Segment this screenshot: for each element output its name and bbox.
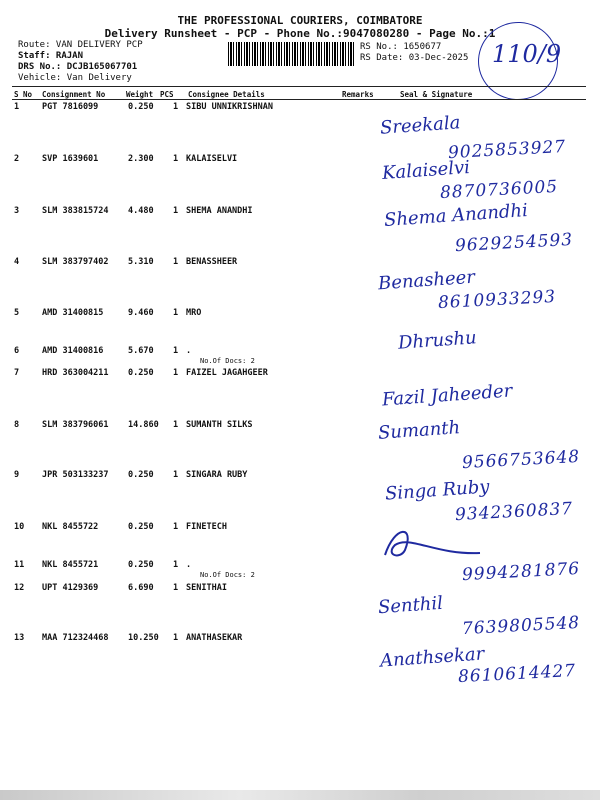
row-consignee: SUMANTH SILKS <box>186 420 253 430</box>
row-weight: 0.250 <box>128 368 154 378</box>
row-consignee: FAIZEL JAGAHGEER <box>186 368 268 378</box>
row-sno: 13 <box>14 633 25 643</box>
row-pcs: 1 <box>173 560 179 570</box>
header-divider-bottom <box>12 99 586 100</box>
row-pcs: 1 <box>173 470 179 480</box>
row-sno: 8 <box>14 420 20 430</box>
row-weight: 0.250 <box>128 102 154 112</box>
row-weight: 0.250 <box>128 560 154 570</box>
rs-date: RS Date: 03-Dec-2025 <box>360 53 469 63</box>
row-weight: 0.250 <box>128 522 154 532</box>
row-weight: 5.310 <box>128 257 154 267</box>
row-pcs: 1 <box>173 633 179 643</box>
row-sno: 9 <box>14 470 20 480</box>
handwritten-phone: 9342360837 <box>454 498 574 526</box>
signature-scribble <box>375 525 485 565</box>
col-remarks: Remarks <box>342 90 374 99</box>
row-consignee: . <box>186 346 192 356</box>
handwritten-signature: Dhrushu <box>397 327 478 354</box>
drs-number: DRS No.: DCJB165067701 <box>18 62 138 72</box>
row-consignment-no: NKL 8455721 <box>42 560 99 570</box>
handwritten-signature: Senthil <box>377 592 444 619</box>
row-pcs: 1 <box>173 102 179 112</box>
row-weight: 2.300 <box>128 154 154 164</box>
col-consignment: Consignment No <box>42 90 106 99</box>
handwritten-phone: 8610614427 <box>457 660 577 688</box>
row-weight: 0.250 <box>128 470 154 480</box>
row-pcs: 1 <box>173 420 179 430</box>
row-pcs: 1 <box>173 522 179 532</box>
handwritten-phone: 9566753648 <box>461 446 581 474</box>
handwritten-signature: Kalaiselvi <box>381 156 471 185</box>
row-consignee: SINGARA RUBY <box>186 470 248 480</box>
row-consignee: KALAISELVI <box>186 154 238 164</box>
handwritten-phone: 7639805548 <box>461 612 581 640</box>
row-sno: 11 <box>14 560 25 570</box>
row-sno: 5 <box>14 308 20 318</box>
row-docs-count: No.Of Docs: 2 <box>200 571 255 579</box>
row-sno: 1 <box>14 102 20 112</box>
row-weight: 6.690 <box>128 583 154 593</box>
route-label: Route: VAN DELIVERY PCP <box>18 40 143 50</box>
row-consignee: . <box>186 560 192 570</box>
row-weight: 9.460 <box>128 308 154 318</box>
handwritten-phone: 9025853927 <box>447 136 567 164</box>
row-sno: 6 <box>14 346 20 356</box>
handwritten-signature: Anathsekar <box>379 643 485 672</box>
row-consignee: SIBU UNNIKRISHNAN <box>186 102 273 112</box>
row-pcs: 1 <box>173 308 179 318</box>
handwritten-phone: 8610933293 <box>437 286 557 314</box>
scan-edge <box>0 790 600 800</box>
col-pcs: PCS <box>160 90 174 99</box>
col-consignee: Consignee Details <box>188 90 265 99</box>
row-consignment-no: UPT 4129369 <box>42 583 99 593</box>
handwritten-signature: Benasheer <box>377 266 476 295</box>
barcode <box>228 42 356 66</box>
row-consignee: FINETECH <box>186 522 227 532</box>
row-consignee: SHEMA ANANDHI <box>186 206 253 216</box>
row-consignment-no: SVP 1639601 <box>42 154 99 164</box>
row-sno: 3 <box>14 206 20 216</box>
vehicle-label: Vehicle: Van Delivery <box>18 73 132 83</box>
row-sno: 12 <box>14 583 25 593</box>
row-sno: 2 <box>14 154 20 164</box>
staff-label: Staff: RAJAN <box>18 51 84 61</box>
row-weight: 10.250 <box>128 633 159 643</box>
handwritten-stamp-text: 110/9 <box>492 40 562 68</box>
row-consignment-no: SLM 383796061 <box>42 420 109 430</box>
row-consignment-no: AMD 31400816 <box>42 346 104 356</box>
handwritten-signature: Singa Ruby <box>384 476 491 505</box>
row-weight: 4.480 <box>128 206 154 216</box>
handwritten-signature: Sumanth <box>377 417 461 444</box>
row-sno: 7 <box>14 368 20 378</box>
handwritten-signature: Sreekala <box>379 112 462 139</box>
row-pcs: 1 <box>173 154 179 164</box>
header-divider-top <box>12 86 586 87</box>
row-pcs: 1 <box>173 368 179 378</box>
row-consignment-no: PGT 7816099 <box>42 102 99 112</box>
handwritten-signature: Fazil Jaheeder <box>381 380 513 411</box>
runsheet-subtitle: Delivery Runsheet - PCP - Phone No.:9047080280 - Page No.:1 <box>104 27 496 40</box>
rs-number: RS No.: 1650677 <box>360 42 442 52</box>
row-consignment-no: MAA 712324468 <box>42 633 109 643</box>
row-sno: 4 <box>14 257 20 267</box>
row-pcs: 1 <box>173 257 179 267</box>
row-pcs: 1 <box>173 206 179 216</box>
row-weight: 5.670 <box>128 346 154 356</box>
row-consignment-no: NKL 8455722 <box>42 522 99 532</box>
row-consignee: BENASSHEER <box>186 257 238 267</box>
row-consignment-no: AMD 31400815 <box>42 308 104 318</box>
handwritten-signature: Shema Anandhi <box>383 200 529 231</box>
row-pcs: 1 <box>173 583 179 593</box>
row-consignee: MRO <box>186 308 202 318</box>
row-pcs: 1 <box>173 346 179 356</box>
row-sno: 10 <box>14 522 25 532</box>
row-weight: 14.860 <box>128 420 159 430</box>
row-docs-count: No.Of Docs: 2 <box>200 357 255 365</box>
col-weight: Weight <box>126 90 154 99</box>
handwritten-phone: 9629254593 <box>454 229 574 257</box>
handwritten-phone: 9994281876 <box>461 558 581 586</box>
handwritten-phone: 8870736005 <box>439 176 559 204</box>
row-consignment-no: HRD 363004211 <box>42 368 109 378</box>
row-consignee: SENITHAI <box>186 583 227 593</box>
col-seal: Seal & Signature <box>400 90 473 99</box>
col-sno: S No <box>14 90 33 99</box>
row-consignment-no: JPR 503133237 <box>42 470 109 480</box>
row-consignment-no: SLM 383815724 <box>42 206 109 216</box>
company-title: THE PROFESSIONAL COURIERS, COIMBATORE <box>177 14 423 27</box>
row-consignee: ANATHASEKAR <box>186 633 243 643</box>
row-consignment-no: SLM 383797402 <box>42 257 109 267</box>
